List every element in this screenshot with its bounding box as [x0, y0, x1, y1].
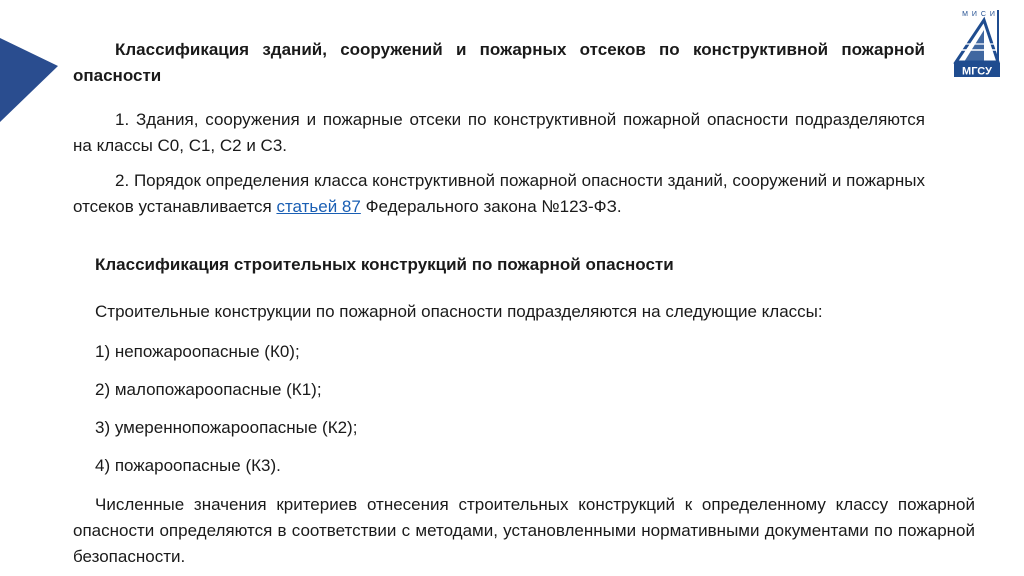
left-arrow-decoration: [0, 38, 62, 122]
section2-heading: Классификация строительных конструкций по пожарной опасности: [95, 255, 674, 274]
class-list-item: 1) непожароопасные (К0);: [95, 342, 300, 361]
section1-heading: Классификация зданий, сооружений и пожарных отсеков по конструктивной пожарной опасности: [73, 40, 925, 85]
section2-intro: Строительные конструкции по пожарной опасности подразделяются на следующие классы:: [95, 302, 823, 321]
class-list-item: 4) пожароопасные (К3).: [95, 456, 281, 475]
paragraph-2-text-start: 2. Порядок определения класса конструктивной пожарной опасности зданий, сооружений и пожарных отсеков устанавливается: [73, 171, 925, 216]
section2-closing-paragraph: Численные значения критериев отнесения строительных конструкций к определенному классу пожарной опасности определяются в соответствии с методами, установленными нормативными документами по пожарной безопасности.: [73, 495, 975, 566]
logo-letters: М И С И: [962, 11, 996, 18]
section1-paragraph-2: [73, 168, 925, 220]
paragraph-2-text-end: Федерального закона №123-ФЗ.: [360, 197, 622, 216]
class-list-item: 3) умереннопожароопасные (К2);: [95, 418, 358, 437]
logo-wordmark: МГСУ: [962, 65, 992, 78]
article-87-link[interactable]: статьей 87: [276, 197, 361, 216]
section1-paragraph-1: 1. Здания, сооружения и пожарные отсеки по конструктивной пожарной опасности подразделяются на классы С0, С1, С2 и С3.: [73, 110, 925, 155]
mgsu-logo: [950, 6, 1008, 78]
class-list-item: 2) малопожароопасные (К1);: [95, 380, 322, 399]
